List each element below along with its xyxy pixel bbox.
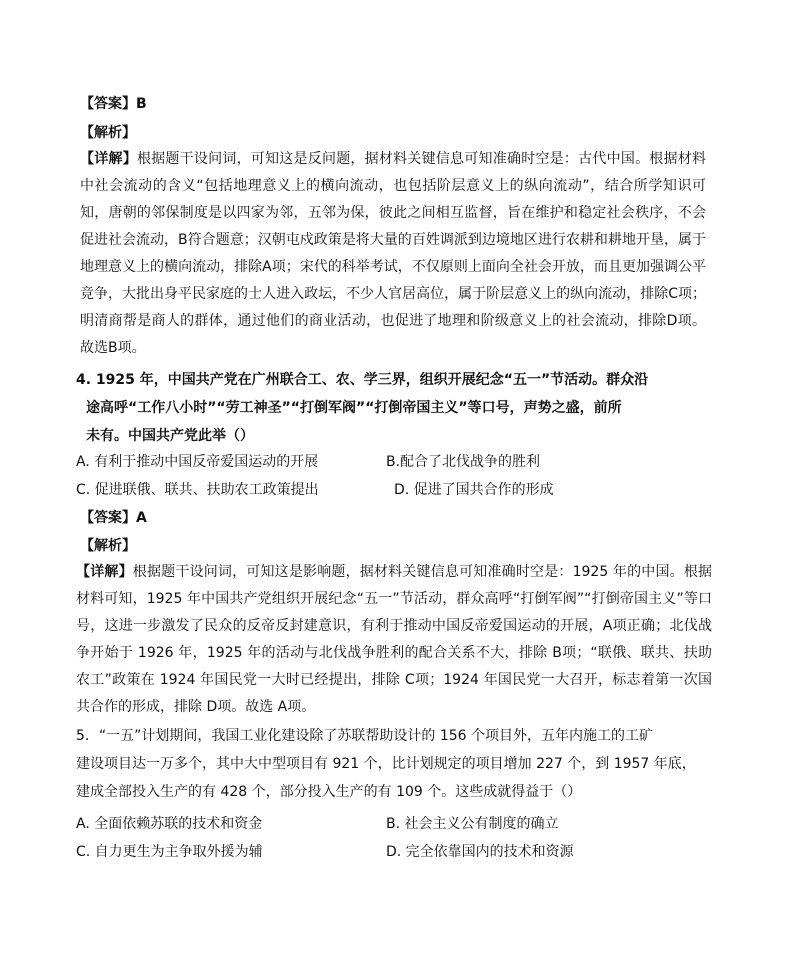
- q5-option-a: A. 全面依赖苏联的技术和资金: [76, 816, 263, 832]
- q3-answer-label: 【答案】: [80, 96, 136, 112]
- q4-option-a: A. 有利于推动中国反帝爱国运动的开展: [76, 454, 319, 470]
- q3-analysis-label: 【解析】: [80, 125, 136, 141]
- q4-answer-line: [80, 509, 147, 527]
- q3-detail-label: 【详解】: [80, 151, 137, 167]
- q3-answer: B: [136, 96, 147, 112]
- q4-answer: A: [136, 510, 147, 526]
- q5-option-c: C. 自力更生为主争取外援为辅: [76, 844, 263, 860]
- q3-detail: [80, 146, 706, 362]
- q4-analysis-label: 【解析】: [80, 538, 136, 554]
- q3-detail-text: 根据题干设问词，可知这是反问题，据材料关键信息可知准确时空是：古代中国。根据材料中社会流动的含义“包括地理意义上的横向流动，也包括阶层意义上的纵向流动”，结合所学知识可知，唐朝的邻保制度是以四家为邻，五邻为保，彼此之间相互监督，旨在维护和稳定社会秩序，不会促进社会流动，B符合题意；汉朝屯戍政策是将大量的百姓调派到边境地区进行农耕和耕地开垦，属于地理意义上的横向流动，排除A项；宋代的科举考试，不仅原则上面向全社会开放，而且更加强调公平竞争，大批出身平民家庭的士人进入政坛，不少人官居高位，属于阶层意义上的纵向流动，排除C项；明清商帮是商人的群体，通过他们的商业活动，也促进了地理和阶级意义上的社会流动，排除D项。故选B项。: [80, 151, 707, 356]
- q4-stem-line-3: 未有。中国共产党此举（）: [86, 428, 254, 444]
- q4-detail-label: 【详解】: [76, 564, 133, 580]
- q5-stem-line-1: 5．“一五”计划期间，我国工业化建设除了苏联帮助设计的 156 个项目外，五年内施工的工矿: [76, 728, 654, 744]
- q4-detail: [76, 559, 712, 721]
- q4-option-b: B.配合了北伐战争的胜利: [386, 454, 541, 470]
- q3-answer-line: [80, 95, 147, 113]
- q5-option-d: D. 完全依靠国内的技术和资源: [386, 844, 574, 860]
- q4-option-d: D. 促进了国共合作的形成: [394, 482, 554, 498]
- q4-answer-label: 【答案】: [80, 510, 136, 526]
- q5-option-b: B. 社会主义公有制度的确立: [386, 816, 559, 832]
- q5-stem-line-2: 建设项目达一万多个，其中大中型项目有 921 个，比计划规定的项目增加 227 个，到 1957 年底，: [76, 756, 696, 772]
- q4-detail-text: 根据题干设问词，可知这是影响题，据材料关键信息可知准确时空是：1925 年的中国。根据材料可知，1925 年中国共产党组织开展纪念“五一”节活动，群众高呼“打倒军阀”“打倒帝国主义”等口号，这进一步激发了民众的反帝反封建意识，有利于推动中国反帝爱国运动的开展，A项正确；北伐战争开始于 1926 年，1925 年的活动与北伐战争胜利的配合关系不大，排除 B项；“联俄、联共、扶助农工”政策在 1924 年国民党一大时已经提出，排除 C项；1924 年国民党一大召开，标志着第一次国共合作的形成，排除 D项。故选 A项。: [76, 564, 713, 715]
- q5-stem-line-3: 建成全部投入生产的有 428 个，部分投入生产的有 109 个。这些成就得益于（）: [76, 784, 582, 800]
- q4-stem-line-1: 4. 1925 年，中国共产党在广州联合工、农、学三界，组织开展纪念“五一”节活动。群众沿: [76, 372, 649, 388]
- q4-option-c: C. 促进联俄、联共、扶助农工政策提出: [76, 482, 319, 498]
- q4-stem-line-2: 途高呼“工作八小时”“劳工神圣”“打倒军阀”“打倒帝国主义”等口号，声势之盛，前所: [86, 400, 622, 416]
